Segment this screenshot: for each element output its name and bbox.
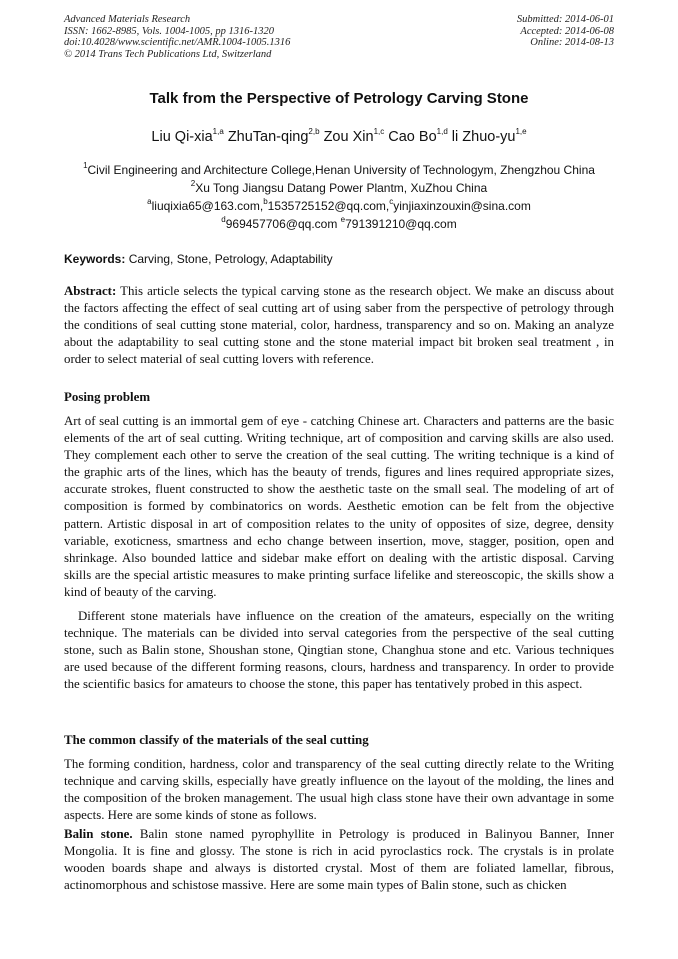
email-address: yinjiaxinzouxin@sina.com — [393, 199, 531, 213]
keywords — [64, 252, 614, 266]
author-name: Liu Qi-xia — [151, 128, 213, 145]
journal-name: Advanced Materials Research — [64, 14, 191, 25]
author-affiliation-mark: 1,d — [436, 127, 448, 136]
email-address: 791391210@qq.com — [345, 217, 457, 231]
abstract-text: This article selects the typical carving stone as the research object. We make an discuss about the factors affecting the effect of seal cutting art of using saber from the perspective of petrology through the conditions of seal cutting stone material, color, hardness, transparency and so on. Making an analyze about the adaptability to seal cutting stone and the stone material impact bit broken seal treatment , in order to select material of seal cutting lovers with reference. — [64, 284, 614, 367]
email-address: 969457706@qq.com — [225, 217, 341, 231]
submitted-date: Submitted: 2014-06-01 — [516, 14, 614, 25]
section-heading-materials: The common classify of the materials of the seal cutting — [64, 733, 369, 747]
affiliation-1 — [0, 160, 678, 177]
affiliation-mark: 2 — [190, 179, 196, 188]
email-mark: a — [147, 197, 152, 206]
author-name: ZhuTan-qing — [227, 128, 309, 145]
email-line-2 — [0, 214, 678, 231]
email-line-1 — [0, 196, 678, 213]
affiliation-2 — [0, 178, 678, 195]
keywords-label: Keywords: — [64, 252, 126, 266]
affiliation-mark: 1 — [83, 161, 88, 170]
section1-paragraph-1: Art of seal cutting is an immortal gem of eye - catching Chinese art. Characters and patterns are the basic elements of the art of seal cutting. Writing technique, art of composition and carving skills are also used. They complement each other to serve the creation of the seal cutting. The writing technique is a kind of the graphic arts of the lines, which has the beauty of trends, figures and lines required appropriate sizes, accurate strokes, fluent constructed to show the aesthetic taste on the small seal. The modeling of art of composition is formed by combinatorics on words. Aesthetic emotion can be felt from the objective pattern. Artistic disposal in art of composition relates to the unity of opposites of size, degree, density variable, exoticness, smartness and echo change between insertion, move, stagger, position, open and shrinkage. Also bounded lattice and sidebar make effort on dealing with the artistic disposal. Carving skills are the special artistic measures to make printing surface lifelike and stereoscopic, the skills show a kind of beauty of the carving. — [64, 414, 614, 599]
paper-title: Talk from the Perspective of Petrology Carving Stone — [149, 90, 529, 107]
author-affiliation-mark: 1,a — [212, 127, 224, 136]
author-name: Zou Xin — [323, 128, 374, 145]
journal-issn: ISSN: 1662-8985, Vols. 1004-1005, pp 1316-1320 — [64, 25, 274, 37]
email-mark: e — [340, 215, 346, 224]
section-heading-posing-problem: Posing problem — [64, 390, 151, 404]
balin-stone-label: Balin stone. — [64, 827, 133, 841]
author-affiliation-mark: 1,e — [515, 127, 527, 136]
email-mark: b — [263, 197, 268, 206]
author-affiliation-mark: 1,c — [373, 127, 385, 136]
author-name: Cao Bo — [388, 128, 437, 145]
author-name: li Zhuo-yu — [451, 128, 516, 145]
online-date: Online: 2014-08-13 — [530, 37, 614, 49]
email-mark: c — [389, 197, 394, 206]
section1-paragraph-2: Different stone materials have influence on the creation of the amateurs, especially on the writing technique. The materials can be divided into serval categories from the perspective of the seal cutting stone, such as Balin stone, Shoushan stone, Qingtian stone, Changhua stone and etc. Various techniques are used because of the different forming reasons, clours, hardness and transparency. In order to provide the scientific basics for amateurs to choose the stone, this paper has tentatively probed in this aspect. — [64, 609, 614, 692]
accepted-date: Accepted: 2014-06-08 — [520, 25, 614, 37]
journal-info — [64, 14, 290, 60]
section2-paragraph-1: The forming condition, hardness, color and transparency of the seal cutting directly relate to the Writing technique and carving skills, especially have greatly influence on the layout of the molding, the lines and the composition of the broken management. The usual high class stone have their own advantage in some aspects. Here are some kinds of stone as follows. — [64, 757, 614, 823]
affiliation-text: Xu Tong Jiangsu Datang Power Plantm, XuZhou China — [195, 181, 488, 195]
email-address: liuqixia65@163.com, — [151, 199, 264, 213]
abstract — [64, 283, 614, 368]
balin-stone-text: Balin stone named pyrophyllite in Petrology is produced in Balinyou Banner, Inner Mongolia. It is fine and glossy. The stone is rich in acid pyroclastics rock. The crystals is in prolate wooden boards shape and always is distorted crystal. Most of them are foliated lamellar, fibrous, actinomorphous and schistose massive. Here are some main types of Balin stone, such as chicken — [64, 827, 614, 893]
keywords-text: Carving, Stone, Petrology, Adaptability — [125, 252, 333, 266]
author-list — [0, 128, 678, 145]
journal-doi: doi:10.4028/www.scientific.net/AMR.1004-1005.1316 — [64, 37, 291, 49]
journal-copyright: © 2014 Trans Tech Publications Ltd, Switzerland — [64, 48, 272, 60]
email-mark: d — [221, 215, 226, 224]
email-address: 1535725152@qq.com, — [267, 199, 390, 213]
affiliation-text: Civil Engineering and Architecture College,Henan University of Technologym, Zhengzhou China — [87, 163, 595, 177]
author-affiliation-mark: 2,b — [308, 127, 320, 136]
section2-paragraph-2 — [64, 826, 614, 894]
abstract-label: Abstract: — [64, 284, 117, 298]
submission-dates — [517, 14, 614, 49]
